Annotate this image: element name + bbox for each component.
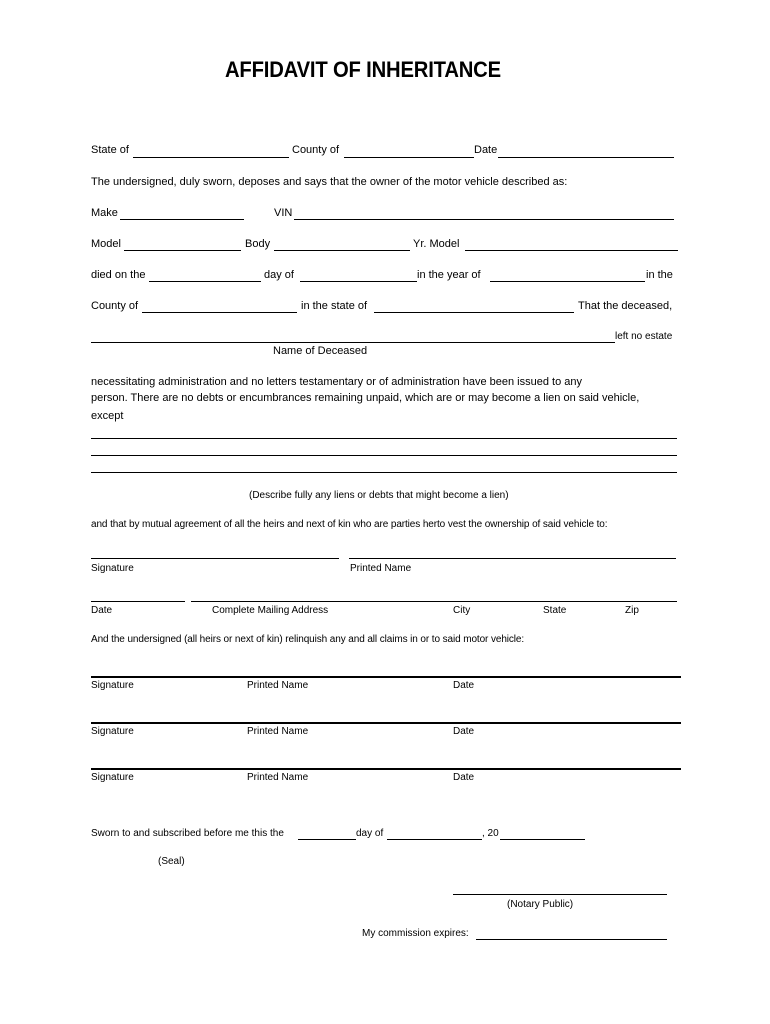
deceased-label: That the deceased, <box>578 300 673 312</box>
state-field[interactable] <box>133 157 289 158</box>
sworn-year-prefix: , 20 <box>482 828 499 839</box>
heir-1-printed-name-label: Printed Name <box>247 680 309 691</box>
sworn-day-of-label: day of <box>356 828 384 839</box>
paragraph-line-2: person. There are no debts or encumbrances remaining unpaid, which are or may become a lien on said vehicle, <box>91 392 640 404</box>
vin-field[interactable] <box>294 219 674 220</box>
heir-3-printed-name-label: Printed Name <box>247 772 309 783</box>
date-field[interactable] <box>498 157 674 158</box>
body-label: Body <box>245 238 271 250</box>
heir-2-printed-name-label: Printed Name <box>247 726 309 737</box>
make-field[interactable] <box>120 219 244 220</box>
date-label: Date <box>474 144 498 156</box>
notary-signature-field[interactable] <box>453 894 667 895</box>
left-no-estate-label: left no estate <box>615 331 673 342</box>
death-county-field[interactable] <box>142 312 297 313</box>
in-year-label: in the year of <box>417 269 481 281</box>
death-state-field[interactable] <box>374 312 574 313</box>
heir-2-date-label: Date <box>453 726 475 737</box>
commission-expires-field[interactable] <box>476 939 667 940</box>
paragraph-line-3: except <box>91 410 124 422</box>
transferee-date-label: Date <box>91 605 113 616</box>
heir-1-signature-line[interactable] <box>91 676 681 678</box>
heir-3-signature-line[interactable] <box>91 768 681 770</box>
city-label: City <box>453 605 471 616</box>
liens-line-2[interactable] <box>91 455 677 456</box>
body-field[interactable] <box>274 250 410 251</box>
county-field[interactable] <box>344 157 474 158</box>
in-the-label: in the <box>646 269 673 281</box>
make-label: Make <box>91 207 118 219</box>
model-field[interactable] <box>124 250 241 251</box>
liens-line-3[interactable] <box>91 472 677 473</box>
heir-1-signature-label: Signature <box>91 680 134 691</box>
in-state-label: in the state of <box>301 300 368 312</box>
mailing-address-label: Complete Mailing Address <box>212 605 329 616</box>
liens-caption: (Describe fully any liens or debts that might become a lien) <box>249 490 509 501</box>
sworn-year-field[interactable] <box>500 839 585 840</box>
died-year-field[interactable] <box>490 281 645 282</box>
name-of-deceased-caption: Name of Deceased <box>273 345 368 357</box>
seal-label: (Seal) <box>158 856 185 867</box>
died-on-label: died on the <box>91 269 146 281</box>
relinquish-text: And the undersigned (all heirs or next of kin) relinquish any and all claims in or to said motor vehicle: <box>91 634 525 645</box>
model-label: Model <box>91 238 121 250</box>
sworn-text: Sworn to and subscribed before me this the <box>91 828 284 839</box>
heir-1-date-label: Date <box>453 680 475 691</box>
zip-label: Zip <box>625 605 639 616</box>
heir-3-date-label: Date <box>453 772 475 783</box>
transferee-signature-field[interactable] <box>91 558 339 559</box>
deceased-name-field[interactable] <box>91 342 615 343</box>
vin-label: VIN <box>274 207 293 219</box>
sworn-month-field[interactable] <box>387 839 482 840</box>
transferee-signature-label: Signature <box>91 563 134 574</box>
commission-expires-label: My commission expires: <box>362 928 469 939</box>
county-label: County of <box>292 144 340 156</box>
heir-3-signature-label: Signature <box>91 772 134 783</box>
paragraph-line-1: necessitating administration and no letters testamentary or of administration have been issued to any <box>91 376 582 388</box>
transferee-printed-name-field[interactable] <box>349 558 676 559</box>
transferee-printed-name-label: Printed Name <box>350 563 412 574</box>
yr-model-label: Yr. Model <box>413 238 460 250</box>
transferee-address-field[interactable] <box>191 601 677 602</box>
heir-2-signature-label: Signature <box>91 726 134 737</box>
died-month-field[interactable] <box>300 281 417 282</box>
agreement-text: and that by mutual agreement of all the heirs and next of kin who are parties herto vest the ownership of said vehicle to: <box>91 519 608 530</box>
state-address-label: State <box>543 605 567 616</box>
died-day-field[interactable] <box>149 281 261 282</box>
sworn-day-field[interactable] <box>298 839 356 840</box>
transferee-date-field[interactable] <box>91 601 185 602</box>
county-of-label: County of <box>91 300 139 312</box>
state-label: State of <box>91 144 129 156</box>
yr-model-field[interactable] <box>465 250 678 251</box>
notary-public-label: (Notary Public) <box>507 899 574 910</box>
heir-2-signature-line[interactable] <box>91 722 681 724</box>
day-of-label: day of <box>264 269 294 281</box>
intro-text: The undersigned, duly sworn, deposes and says that the owner of the motor vehicle described as: <box>91 176 568 188</box>
liens-line-1[interactable] <box>91 438 677 439</box>
document-title: AFFIDAVIT OF INHERITANCE <box>225 57 501 82</box>
